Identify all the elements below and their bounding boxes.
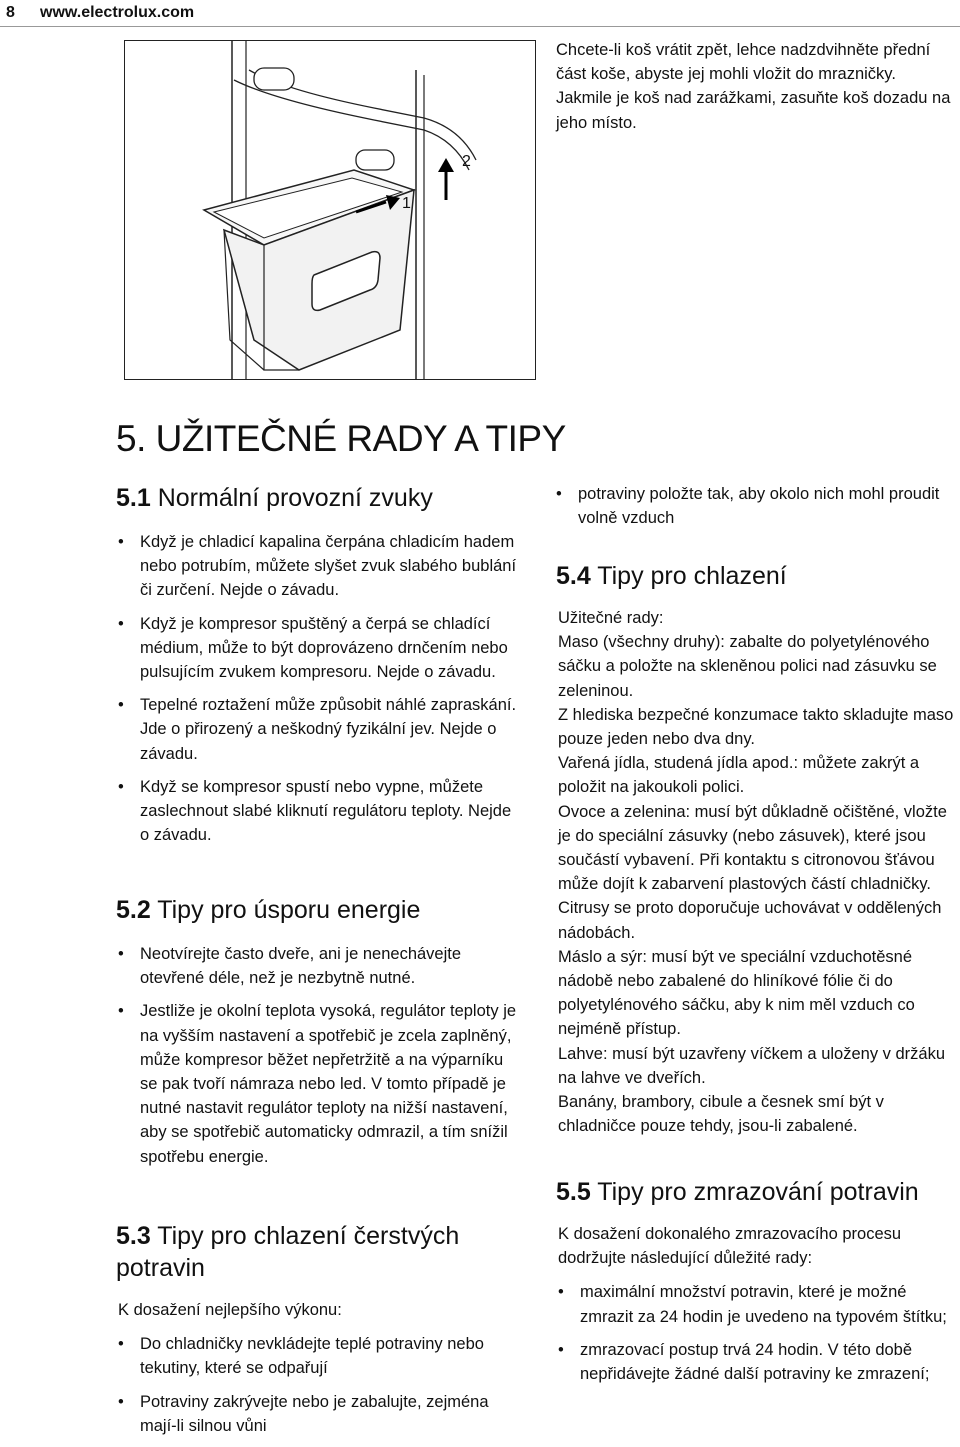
list-item: • maximální množství potravin, které je možné zmrazit za 24 hodin je uvedeno na typovém štítku;	[558, 1280, 958, 1328]
paragraph: Užitečné rady:	[558, 609, 664, 627]
subsection-title-text: Tipy pro chlazení čerstvých potravin	[116, 1222, 460, 1282]
subsection-number: 5.3	[116, 1222, 151, 1250]
subsection-5-4-title	[556, 560, 787, 592]
list-item: • Neotvírejte často dveře, ani je nenechávejte otevřené déle, než je nezbytně nutné.	[118, 942, 518, 990]
subsection-5-2-list	[118, 942, 518, 1178]
subsection-5-3-continued	[556, 482, 956, 539]
subsection-5-1-list	[118, 530, 518, 856]
drawer-return-instruction: Chcete-li koš vrátit zpět, lehce nadzdvihněte přední část koše, abyste jej mohli vložit do mrazničky. Jakmile je koš nad zarážkami, zasuňte koš dozadu na jeho místo.	[556, 41, 951, 132]
section-title-text: UŽITEČNÉ RADY A TIPY	[155, 418, 566, 459]
subsection-number: 5.5	[556, 1178, 591, 1206]
subsection-title-text: Tipy pro chlazení	[597, 562, 787, 590]
list-item: • zmrazovací postup trvá 24 hodin. V této době nepřidávejte žádné další potraviny ke zmrazení;	[558, 1338, 958, 1386]
paragraph: Z hlediska bezpečné konzumace takto skladujte maso pouze jeden nebo dva dny.	[558, 705, 954, 749]
subsection-5-4-body	[558, 606, 958, 1138]
paragraph: Lahve: musí být uzavřeny víčkem a uloženy v držáku na lahve ve dveřích.	[558, 1044, 946, 1087]
subsection-title-text: Tipy pro zmrazování potravin	[597, 1178, 919, 1206]
paragraph: Vařená jídla, studená jídla apod.: můžete zakrýt a položit na jakoukoli polici.	[558, 754, 920, 797]
section-number: 5.	[116, 418, 146, 459]
subsection-number: 5.2	[116, 896, 151, 924]
arrow-label-2: 2	[462, 153, 471, 170]
intro-text: K dosažení nejlepšího výkonu:	[118, 1301, 342, 1319]
paragraph: Máslo a sýr: musí být ve speciální vzduchotěsné nádobě nebo zabalené do hliníkové fólie či do polyetylénového sáčku, aby k nim měl vzduch co nejméně přístup.	[558, 947, 915, 1039]
subsection-5-5-body	[558, 1222, 958, 1395]
subsection-5-3-body	[118, 1298, 518, 1447]
subsection-5-5-title	[556, 1176, 919, 1208]
list-item: • Tepelné roztažení může způsobit náhlé zapraskání. Jde o přirozený a neškodný fyzikální jev. Nejde o závadu.	[118, 693, 518, 766]
page-number: 8	[6, 4, 15, 21]
list-item: • Když je chladicí kapalina čerpána chladicím hadem nebo potrubím, můžete slyšet zvuk slabého bublání či zurčení. Nejde o závadu.	[118, 530, 518, 603]
subsection-number: 5.4	[556, 562, 591, 590]
drawer-illustration	[124, 40, 536, 380]
list-item: • Do chladničky nevkládejte teplé potraviny nebo tekutiny, které se odpařují	[118, 1332, 518, 1380]
paragraph: Ovoce a zelenina: musí být důkladně očištěné, vložte je do speciální zásuvky (nebo zásuvek), které jsou součástí vybavení. Při kontaktu s citronovou šťávou může dojít k zabarvení plastových částí chladničky. Citrusy se proto doporučuje uchovávat v oddělených nádobách.	[558, 802, 947, 942]
subsection-title-text: Tipy pro úsporu energie	[157, 896, 421, 924]
subsection-5-1-title	[116, 482, 433, 514]
paragraph: Maso (všechny druhy): zabalte do polyetylénového sáčku a položte na skleněnou polici nad zásuvku se zeleninou.	[558, 633, 937, 700]
subsection-number: 5.1	[116, 484, 151, 512]
subsection-title-text: Normální provozní zvuky	[157, 484, 433, 512]
arrow-label-1: 1	[402, 195, 411, 212]
list-item: • Potraviny zakrývejte nebo je zabalujte, zejména mají-li silnou vůni	[118, 1390, 518, 1438]
list-item: • potraviny položte tak, aby okolo nich mohl proudit volně vzduch	[556, 482, 956, 530]
header-divider	[0, 26, 960, 27]
subsection-5-3-title	[116, 1220, 516, 1284]
list-item: • Když je kompresor spuštěný a čerpá se chladící médium, může to být doprovázeno drnčením nebo pulsujícím zvukem kompresoru. Nejde o závadu.	[118, 612, 518, 685]
list-item: • Jestliže je okolní teplota vysoká, regulátor teploty je na vyšším nastavení a spotřebič je zcela zaplněný, může kompresor běžet nepřetržitě a na výparníku se pak tvoří námraza nebo led. V tomto případě je nutné nastavit regulátor teploty na nižší nastavení, aby se spotřebič automaticky odmrazil, a tím snížil spotřebu energie.	[118, 999, 518, 1168]
section-title	[116, 418, 566, 460]
subsection-5-2-title	[116, 894, 420, 926]
paragraph: Banány, brambory, cibule a česnek smí být v chladničce pouze tehdy, jsou-li zabalené.	[558, 1093, 884, 1136]
list-item: • Když se kompresor spustí nebo vypne, můžete zaslechnout slabé kliknutí regulátoru teploty. Nejde o závadu.	[118, 775, 518, 848]
intro-text: K dosažení dokonalého zmrazovacího procesu dodržujte následující důležité rady:	[558, 1225, 902, 1268]
site-url: www.electrolux.com	[40, 4, 195, 21]
